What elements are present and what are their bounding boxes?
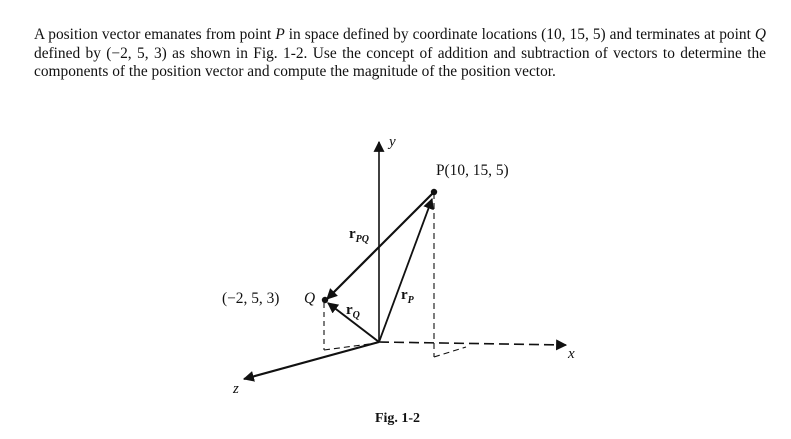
point-q-coordinates: (−2, 5, 3) [222, 290, 280, 307]
projection-p-foot [434, 347, 466, 357]
problem-text-part-3: defined by (−2, 5, 3) as shown in Fig. 1-2. Use the concept of addition and subtraction of vectors to determine the components of the position vector and compute the magnitude of the position vector. [34, 44, 766, 81]
vector-r-p-subscript: P [407, 295, 414, 306]
vector-r-q-subscript: Q [352, 310, 360, 321]
vector-r-p-main: r [401, 287, 408, 303]
problem-text-part-1: A position vector emanates from point [34, 26, 276, 43]
y-axis-label: y [389, 134, 396, 150]
vector-r-pq-subscript: PQ [355, 234, 370, 245]
point-p-label: P(10, 15, 5) [436, 162, 509, 179]
x-axis [379, 342, 566, 345]
point-p-symbol: P [275, 26, 285, 43]
point-q-label: Q [304, 290, 316, 307]
z-axis [244, 342, 379, 379]
vector-r-pq [327, 192, 434, 299]
z-axis-label: z [233, 381, 239, 397]
problem-text-part-2: in space defined by coordinate locations (10, 15, 5) and terminates at point [284, 26, 755, 43]
point-q-dot [322, 297, 328, 303]
point-p-dot [431, 189, 437, 195]
vector-r-p-label [401, 287, 415, 306]
x-axis-label: x [568, 346, 575, 362]
vector-r-pq-main: r [349, 226, 356, 242]
point-q-symbol: Q [754, 26, 766, 43]
vector-r-pq-label [349, 226, 369, 245]
figure-caption: Fig. 1-2 [374, 411, 421, 426]
vector-r-q [328, 303, 379, 342]
vector-r-q-main: r [346, 302, 353, 318]
